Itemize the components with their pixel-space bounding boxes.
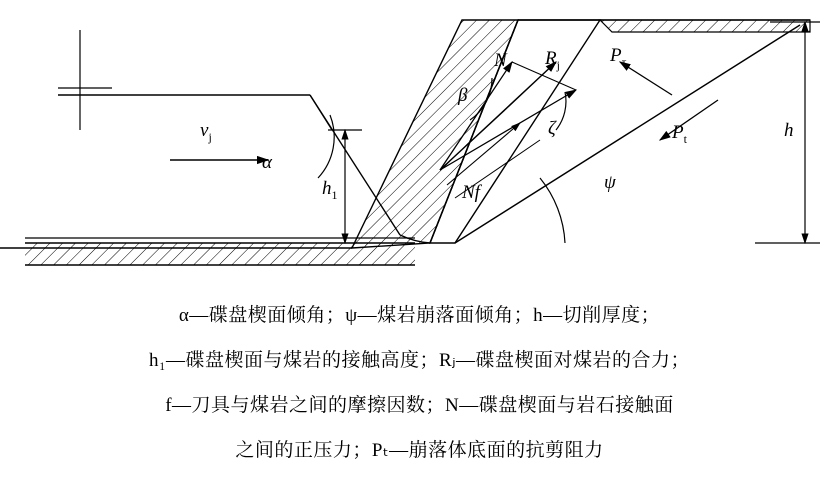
label-thickness-h: h xyxy=(784,120,794,141)
left-axis-marks xyxy=(58,30,112,130)
caption-line-2: h₁—碟盘楔面与煤岩的接触高度；Rⱼ—碟盘楔面对煤岩的合力； xyxy=(148,350,691,371)
label-friction-force-Nf: Nf xyxy=(462,182,480,203)
label-force-N: N xyxy=(494,50,507,71)
label-angle-beta: β xyxy=(458,85,468,106)
disc-wedge-band xyxy=(0,20,518,248)
label-angle-psi: ψ xyxy=(604,172,616,193)
caving-plane xyxy=(455,20,810,243)
label-angle-zeta: ζ xyxy=(548,118,556,139)
label-velocity-vj: $v_j$ xyxy=(200,120,212,144)
label-force-p-t: $P_t$ xyxy=(672,122,687,146)
psi-angle-arc xyxy=(540,178,565,243)
p-tau-arrow xyxy=(620,62,672,95)
label-height-h1: $h_1$ xyxy=(322,178,338,202)
caption-line-4: 之间的正压力；Pₜ—崩落体底面的抗剪阻力 xyxy=(235,440,604,461)
label-angle-alpha: α xyxy=(262,152,272,173)
label-force-p-tau: $P_\tau$ xyxy=(610,45,627,69)
caption-line-3: f—刀具与煤岩之间的摩擦因数；N—碟盘楔面与岩石接触面 xyxy=(165,395,674,416)
caption-line-1: α—碟盘楔面倾角；ψ—煤岩崩落面倾角；h—切削厚度； xyxy=(178,305,661,326)
alpha-angle-arc xyxy=(318,115,334,178)
p-t-arrow xyxy=(660,100,718,140)
zeta-angle-arc xyxy=(556,92,566,130)
label-force-Rj: $R_j$ xyxy=(545,48,560,72)
